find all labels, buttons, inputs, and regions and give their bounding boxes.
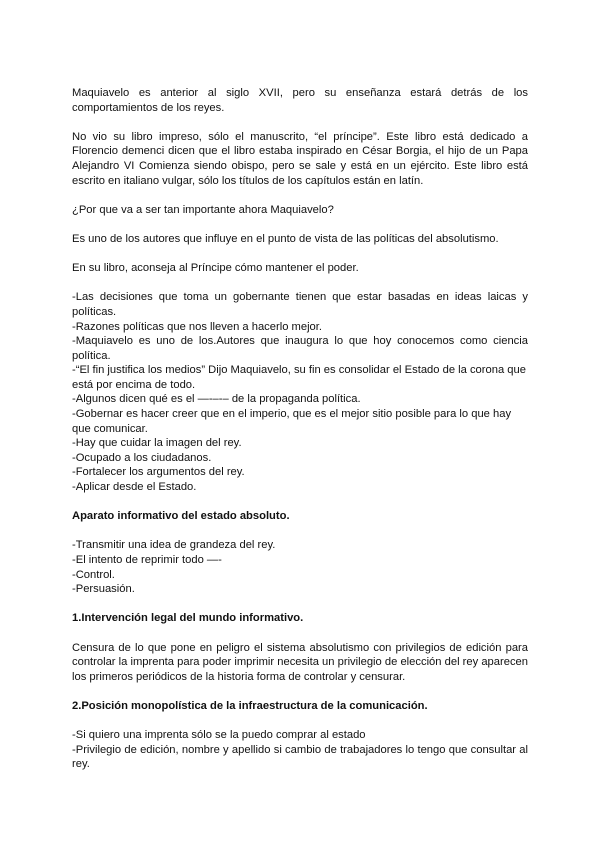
list-item: -Transmitir una idea de grandeza del rey. xyxy=(72,539,276,552)
list-item: -Gobernar es hacer creer que en el imperio, que es el mejor sitio posible para lo que hay que comunicar. xyxy=(72,408,512,435)
paragraph-intro: Maquiavelo es anterior al siglo XVII, pero su enseñanza estará detrás de los comportamientos de los reyes. xyxy=(72,87,528,114)
list-item: -Razones políticas que nos lleven a hacerlo mejor. xyxy=(72,320,322,333)
paragraph-advice: En su libro, aconseja al Príncipe cómo mantener el poder. xyxy=(72,262,359,275)
list-item: -Privilegio de edición, nombre y apellido si cambio de trabajadores lo tengo que consultar al rey. xyxy=(72,743,528,771)
list-item: -Si quiero una imprenta sólo se la puedo comprar al estado xyxy=(72,729,366,742)
list-aparato xyxy=(72,538,528,596)
paragraph-book: No vio su libro impreso, sólo el manuscrito, “el príncipe”. Este libro está dedicado a Florencio demenci dicen que el libro estaba inspirado en César Borgia, el hijo de un Papa Alejandro VI Comienza siendo obispo, pero se sale y está en un ejército. Este libro está escrito en italiano vulgar, sólo los títulos de los capítulos están en latín. xyxy=(72,130,528,187)
paragraph-censura: Censura de lo que pone en peligro el sistema absolutismo con privilegios de edición para controlar la imprenta para poder imprimir necesita un privilegio de elección del rey aparecen los primeros periódicos de la historia forma de controlar y censurar. xyxy=(72,641,528,683)
list-item: -Hay que cuidar la imagen del rey. xyxy=(72,437,242,450)
list-item: -Persuasión. xyxy=(72,583,135,596)
list-item: -Las decisiones que toma un gobernante tienen que estar basadas en ideas laicas y políticas. xyxy=(72,291,528,318)
list-item: -Ocupado a los ciudadanos. xyxy=(72,451,212,464)
list-item: -Algunos dicen qué es el —-–-– de la propaganda política. xyxy=(72,393,361,406)
paragraph-question: ¿Por que va a ser tan importante ahora Maquiavelo? xyxy=(72,203,334,216)
list-item: -Maquiavelo es uno de los.Autores que inaugura lo que hoy conocemos como ciencia política. xyxy=(72,335,528,362)
list-monopolio xyxy=(72,728,528,772)
heading-intervencion-legal: 1.Intervención legal del mundo informativo. xyxy=(72,612,304,625)
list-item: -Fortalecer los argumentos del rey. xyxy=(72,466,245,479)
list-item: -Aplicar desde el Estado. xyxy=(72,481,197,494)
list-machiavelli xyxy=(72,290,528,494)
heading-posicion-monopolistica: 2.Posición monopolística de la infraestructura de la comunicación. xyxy=(72,699,428,712)
heading-aparato-informativo: Aparato informativo del estado absoluto. xyxy=(72,510,290,523)
list-item: -El intento de reprimir todo —- xyxy=(72,554,222,566)
paragraph-influence: Es uno de los autores que influye en el punto de vista de las políticas del absolutismo. xyxy=(72,232,499,245)
list-item: -Control. xyxy=(72,568,115,581)
list-item: -“El fin justifica los medios” Dijo Maquiavelo, su fin es consolidar el Estado de la corona que está por encima de todo. xyxy=(72,364,526,391)
